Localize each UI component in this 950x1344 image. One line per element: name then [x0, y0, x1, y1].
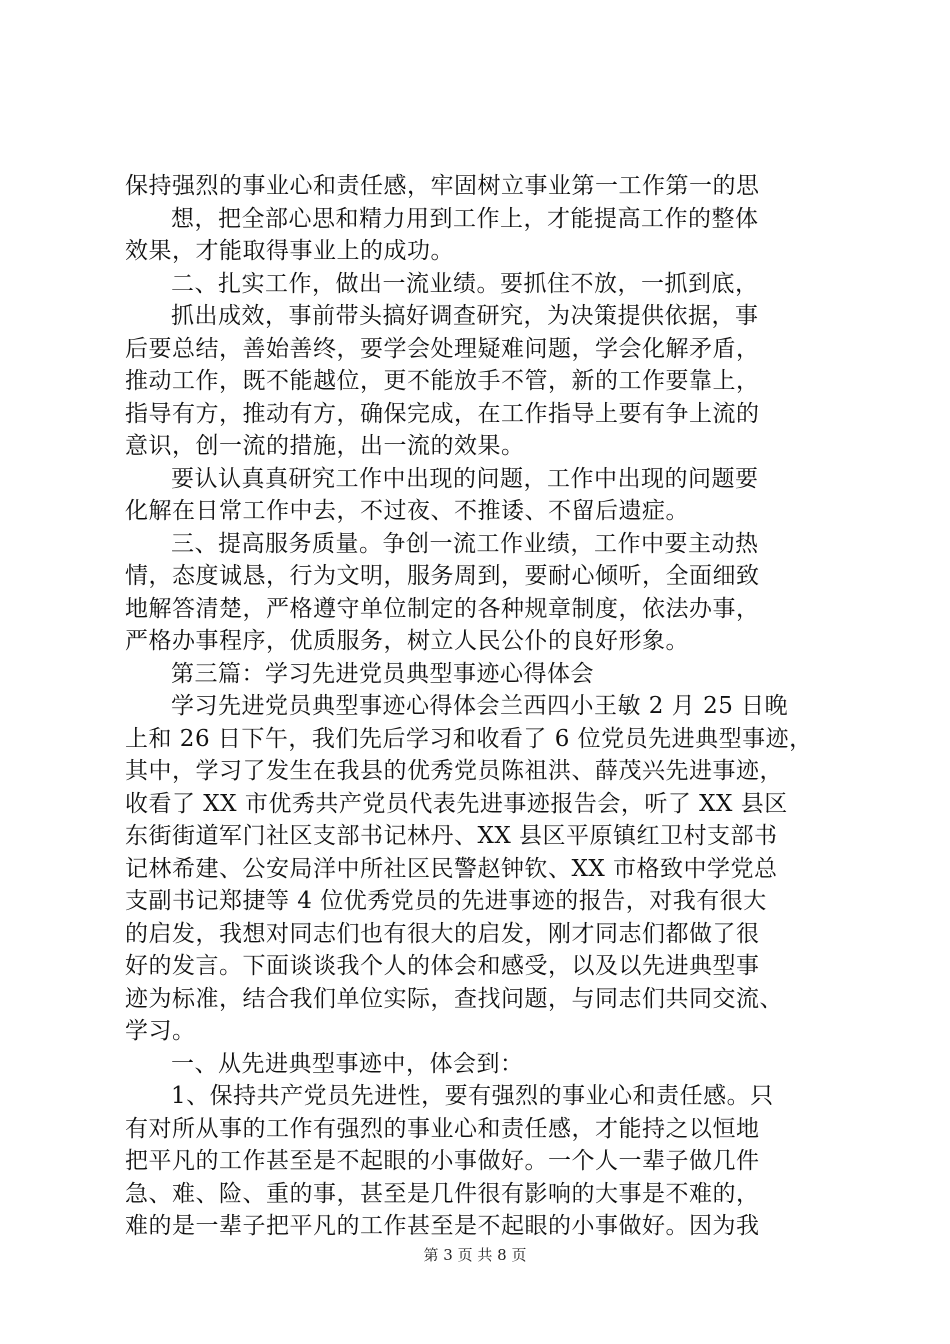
text-line: 上和 26 日下午，我们先后学习和收看了 6 位党员先进典型事迹，: [125, 725, 813, 752]
page-footer: 第 3 页 共 8 页: [423, 1246, 527, 1264]
text-line: 意识，创一流的措施，出一流的效果。: [125, 433, 525, 459]
text-line: 学习。: [125, 1018, 196, 1044]
text-line: 三、提高服务质量。争创一流工作业绩，工作中要主动热: [171, 530, 759, 557]
text-line: 化解在日常工作中去，不过夜、不推诿、不留后遗症。: [125, 498, 689, 524]
text-line: 支副书记郑捷等 4 位优秀党员的先进事迹的报告，对我有很大: [125, 888, 767, 914]
text-line: 指导有方，推动有方，确保完成，在工作指导上要有争上流的: [125, 400, 760, 427]
document-body: [125, 170, 845, 1243]
text-line: 其中，学习了发生在我县的优秀党员陈祖洪、薛茂兴先进事迹，: [125, 758, 783, 784]
text-line: 地解答清楚，严格遵守单位制定的各种规章制度，依法办事，: [125, 595, 760, 622]
text-line: 严格办事程序，优质服务，树立人民公仆的良好形象。: [125, 628, 689, 654]
text-line: 的启发，我想对同志们也有很大的启发，刚才同志们都做了很: [125, 920, 760, 947]
text-line: 好的发言。下面谈谈我个人的体会和感受，以及以先进典型事: [125, 953, 760, 979]
text-line: 第三篇：学习先进党员典型事迹心得体会: [171, 660, 594, 687]
text-line: 一、从先进典型事迹中，体会到：: [171, 1050, 524, 1077]
text-line: 要认认真真研究工作中出现的问题，工作中出现的问题要: [171, 465, 759, 492]
text-line: 1、保持共产党员先进性，要有强烈的事业心和责任感。只: [171, 1083, 774, 1109]
text-line: 收看了 XX 市优秀共产党员代表先进事迹报告会，听了 XX 县区: [125, 790, 788, 817]
text-line: 学习先进党员典型事迹心得体会兰西四小王敏 2 月 25 日晚: [171, 693, 789, 719]
text-line: 效果，才能取得事业上的成功。: [125, 238, 454, 264]
text-line: 二、扎实工作，做出一流业绩。要抓住不放，一抓到底，: [171, 270, 759, 297]
text-line: 抓出成效，事前带头搞好调查研究，为决策提供依据，事: [171, 303, 759, 329]
text-line: 迹为标准，结合我们单位实际，查找问题，与同志们共同交流、: [125, 985, 783, 1012]
text-line: 情，态度诚恳，行为文明，服务周到，要耐心倾听，全面细致: [125, 563, 760, 589]
text-line: 想，把全部心思和精力用到工作上，才能提高工作的整体: [171, 205, 759, 232]
text-line: 推动工作，既不能越位，更不能放手不管，新的工作要靠上，: [125, 368, 760, 394]
text-line: 有对所从事的工作有强烈的事业心和责任感，才能持之以恒地: [125, 1115, 760, 1142]
text-line: 把平凡的工作甚至是不起眼的小事做好。一个人一辈子做几件: [125, 1148, 760, 1174]
text-line: 东街街道军门社区支部书记林丹、XX 县区平原镇红卫村支部书: [125, 823, 778, 849]
text-line: 保持强烈的事业心和责任感，牢固树立事业第一工作第一的思: [125, 173, 760, 199]
text-line: 记林希建、公安局洋中所社区民警赵钟钦、XX 市格致中学党总: [125, 855, 778, 882]
text-line: 难的是一辈子把平凡的工作甚至是不起眼的小事做好。因为我: [125, 1213, 760, 1239]
text-line: 急、难、险、重的事，甚至是几件很有影响的大事是不难的，: [125, 1180, 760, 1207]
text-line: 后要总结，善始善终，要学会处理疑难问题，学会化解矛盾，: [125, 335, 760, 362]
